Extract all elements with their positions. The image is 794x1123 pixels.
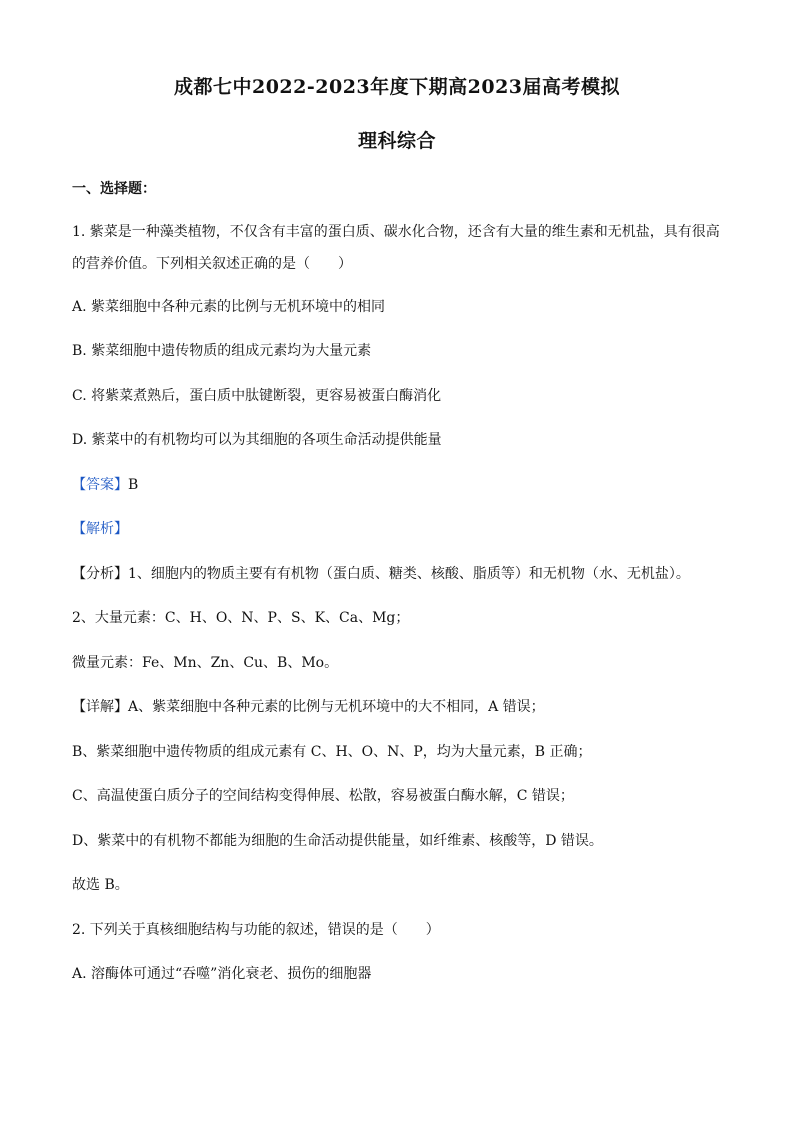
q1-answer-line [72,475,732,495]
q1-micro-elements: 微量元素：Fe、Mn、Zn、Cu、B、Mo。 [72,655,339,671]
section-heading: 一、选择题： [72,181,156,197]
q1-detail-c: C、高温使蛋白质分子的空间结构变得伸展、松散，容易被蛋白酶水解，C 错误； [72,788,574,804]
q1-option-b: B. 紫菜细胞中遗传物质的组成元素均为大量元素 [72,343,372,359]
answer-value: B [128,477,139,493]
q1-analysis-heading [72,519,732,539]
q1-option-c: C. 将紫菜煮熟后，蛋白质中肽键断裂，更容易被蛋白酶消化 [72,388,442,404]
detail-a: A、紫菜细胞中各种元素的比例与无机环境中的大不相同，A 错误； [128,699,545,715]
analysis-tag: 【解析】 [72,521,128,537]
q1-macro-elements: 2、大量元素：C、H、O、N、P、S、K、Ca、Mg； [72,610,410,626]
q2-option-a: A. 溶酶体可通过“吞噬”消化衰老、损伤的细胞器 [72,966,372,982]
q1-option-d: D. 紫菜中的有机物均可以为其细胞的各项生命活动提供能量 [72,432,442,448]
q1-conclusion: 故选 B。 [72,877,129,893]
q1-fenxi-line [72,564,732,584]
q2-stem: 2. 下列关于真核细胞结构与功能的叙述，错误的是（ ） [72,922,440,938]
fenxi-text: 1、细胞内的物质主要有有机物（蛋白质、糖类、核酸、脂质等）和无机物（水、无机盐）。 [128,566,690,582]
xiangjie-tag: 【详解】 [72,699,128,715]
q1-detail-b: B、紫菜细胞中遗传物质的组成元素有 C、H、O、N、P，均为大量元素，B 正确； [72,744,592,760]
document-title: 成都七中2022-2023年度下期高2023届高考模拟 [173,76,621,98]
fenxi-tag: 【分析】 [72,566,128,582]
q1-stem-line1: 1. 紫菜是一种藻类植物，不仅含有丰富的蛋白质、碳水化合物，还含有大量的维生素和无机盐，具有很高 [72,224,720,240]
q1-option-a: A. 紫菜细胞中各种元素的比例与无机环境中的相同 [72,299,386,315]
q1-stem-line2: 的营养价值。下列相关叙述正确的是（ ） [72,256,352,272]
q1-detail-d: D、紫菜中的有机物不都能为细胞的生命活动提供能量，如纤维素、核酸等，D 错误。 [72,833,603,849]
document-subtitle: 理科综合 [357,130,436,152]
answer-tag: 【答案】 [72,477,128,493]
q1-detail-a-line [72,697,732,717]
